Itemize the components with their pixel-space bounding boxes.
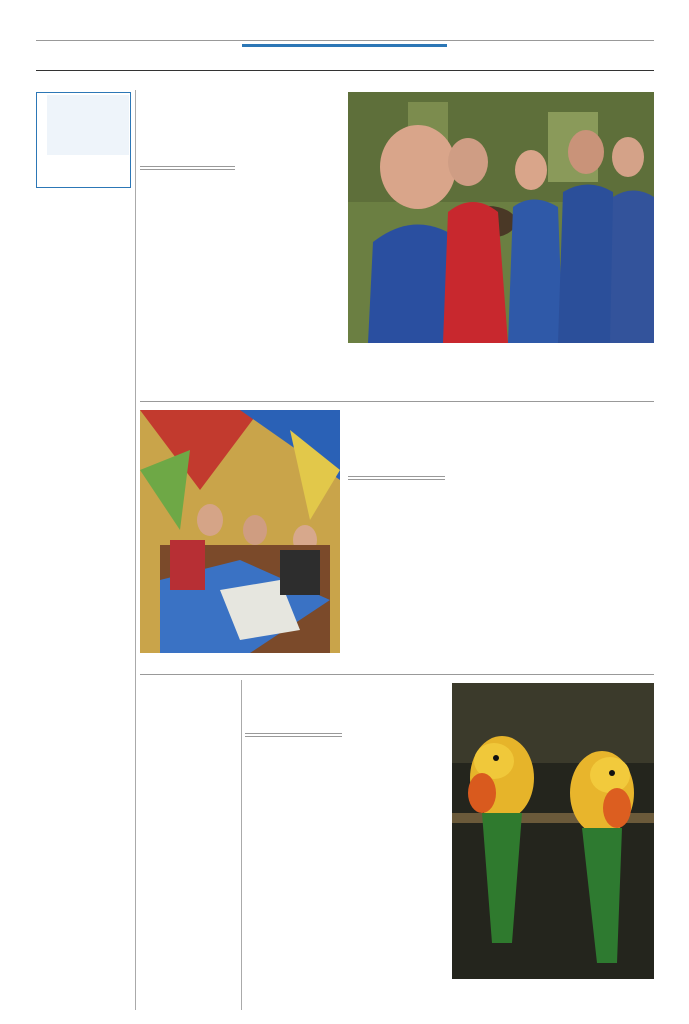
text-langohren-col5 [556,360,654,400]
photo-rabbit-breeders [348,92,654,343]
text-langohren-col2 [241,166,339,374]
photo-parakeets [452,683,654,979]
text-kites-col3 [556,476,654,662]
text-langohren-col3 [348,360,445,400]
kurz-list [36,245,131,575]
byline-kites [348,476,445,480]
text-kites-col2 [452,476,549,662]
text-fitness [140,711,237,1011]
kalender-list [36,617,131,1007]
text-langohren-col1 [140,178,235,374]
kalender-intro [36,605,131,615]
weather-box [36,92,131,188]
text-langohren-col4 [452,360,549,400]
photo-kite-workshop [140,410,340,653]
text-exoten-col1 [245,745,342,1011]
weather-chart [37,93,131,167]
weather-note [36,189,131,219]
text-exoten-col2 [349,733,447,1011]
byline-exoten [245,733,342,737]
text-kites-col1 [348,488,445,662]
byline-langohren [140,166,235,170]
masthead-accent-bar [242,44,447,47]
